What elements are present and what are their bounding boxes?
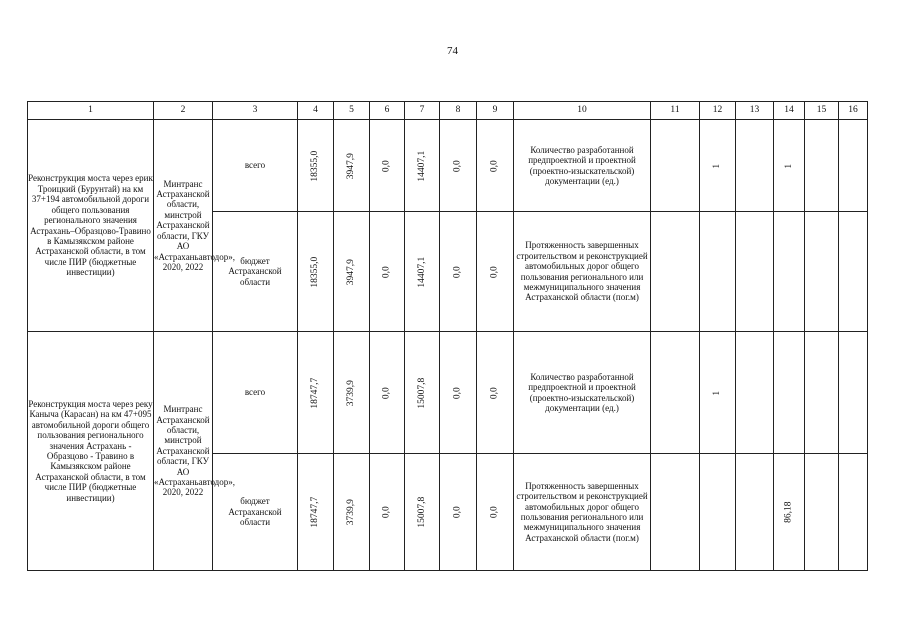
value-col6: 0,0 [381,266,392,278]
value-cell [405,454,440,571]
object-name: Реконструкция моста через ерик Троицкий (Бурунтай) на км 37+194 автомобильной дороги общего пользования регионального значения Астрахань–Образцово-Травино в Камызякском районе Астраханской области, в том числе ПИР (бюджетные инвестиции) [28,120,154,332]
column-number: 13 [736,102,774,120]
value-col8: 0,0 [452,160,463,172]
empty-cell [805,454,839,571]
value-cell [298,454,334,571]
column-number: 8 [440,102,477,120]
value-col8: 0,0 [452,506,463,519]
value-col5: 3739,9 [346,499,357,526]
executor: Минтранс Астраханской области, минстрой Астраханской области, ГКУ АО «Астраханьавтодор», 2020, 2022 [154,120,213,332]
target-cell [774,212,805,332]
indicator-name: Количество разработанной предпроектной и проектной (проектно-изыскательской) документации (ед.) [514,120,651,212]
empty-cell [651,332,700,454]
value-cell [440,454,477,571]
value-cell [298,332,334,454]
column-number: 11 [651,102,700,120]
empty-cell [736,454,774,571]
value-cell [370,454,405,571]
value-cell [405,332,440,454]
target-cell [700,212,736,332]
empty-cell [805,332,839,454]
value-cell [298,212,334,332]
value-col7: 14407,1 [416,256,427,288]
funding-source: бюджет Астраханской области [213,212,298,332]
empty-cell [839,212,868,332]
column-number: 6 [370,102,405,120]
target-value-col14: 86,18 [783,501,794,524]
funding-source: всего [213,332,298,454]
value-cell [334,454,370,571]
column-number: 4 [298,102,334,120]
value-cell [440,120,477,212]
table-row [28,120,868,212]
column-number: 14 [774,102,805,120]
column-number: 5 [334,102,370,120]
target-value-col12: 1 [712,390,723,396]
value-cell [334,120,370,212]
value-cell [440,332,477,454]
empty-cell [651,212,700,332]
column-number: 16 [839,102,868,120]
indicator-name: Количество разработанной предпроектной и проектной (проектно-изыскательской) документации (ед.) [514,332,651,454]
value-col8: 0,0 [452,387,463,399]
target-value-col12: 1 [712,163,723,169]
value-col9: 0,0 [489,387,500,399]
column-number: 1 [28,102,154,120]
target-cell [774,332,805,454]
value-total: 18355,0 [310,150,321,182]
value-col7: 15007,8 [416,377,427,409]
column-number: 12 [700,102,736,120]
target-cell [700,120,736,212]
column-number: 2 [154,102,213,120]
value-col8: 0,0 [452,266,463,278]
value-col9: 0,0 [489,160,500,172]
value-total: 18747,7 [310,497,321,528]
value-cell [370,212,405,332]
empty-cell [805,212,839,332]
value-cell [370,120,405,212]
table-row [28,332,868,454]
column-number: 15 [805,102,839,120]
value-cell [298,120,334,212]
value-col6: 0,0 [381,160,392,172]
value-total: 18747,7 [310,377,321,409]
value-total: 18355,0 [310,256,321,288]
column-number: 7 [405,102,440,120]
value-cell [334,332,370,454]
target-cell [774,120,805,212]
empty-cell [839,120,868,212]
value-cell [334,212,370,332]
value-col7: 14407,1 [416,150,427,182]
indicator-name: Протяженность завершенных строительством и реконструкцией автомобильных дорог общего пользования регионального или межмуниципального значения Астраханской области (пог.м) [514,454,651,571]
value-col5: 3947,9 [346,152,357,180]
value-col9: 0,0 [489,266,500,278]
value-cell [405,212,440,332]
target-cell [700,332,736,454]
value-cell [370,332,405,454]
value-cell [477,120,514,212]
value-cell [477,212,514,332]
target-cell [774,454,805,571]
object-name: Реконструкция моста через реку Канычa (Карасан) на км 47+095 автомобильной дороги общего пользования регионального значения Астрахань - Образцово - Травино в Камызякском районе Астраханской области, в том числе ПИР (бюджетные инвестиции) [28,332,154,571]
value-cell [477,332,514,454]
column-number: 3 [213,102,298,120]
value-col9: 0,0 [489,506,500,519]
page-number: 74 [447,45,458,57]
executor: Минтранс Астраханской области, минстрой Астраханской области, ГКУ АО «Астраханьавтодор», 2020, 2022 [154,332,213,571]
indicator-name: Протяженность завершенных строительством и реконструкцией автомобильных дорог общего пользования регионального или межмуниципального значения Астраханской области (пог.м) [514,212,651,332]
value-cell [405,120,440,212]
empty-cell [736,212,774,332]
column-number: 10 [514,102,651,120]
empty-cell [839,332,868,454]
column-number: 9 [477,102,514,120]
funding-source: бюджет Астраханской области [213,454,298,571]
target-value-col14: 1 [783,163,794,169]
empty-cell [839,454,868,571]
empty-cell [805,120,839,212]
empty-cell [736,120,774,212]
value-cell [440,212,477,332]
empty-cell [736,332,774,454]
value-col7: 15007,8 [416,497,427,528]
program-table [27,101,868,571]
value-cell [477,454,514,571]
empty-cell [651,120,700,212]
target-cell [700,454,736,571]
value-col5: 3947,9 [346,258,357,286]
value-col6: 0,0 [381,506,392,519]
column-numbers-row [28,102,868,120]
funding-source: всего [213,120,298,212]
empty-cell [651,454,700,571]
value-col5: 3739,9 [346,379,357,407]
value-col6: 0,0 [381,387,392,399]
